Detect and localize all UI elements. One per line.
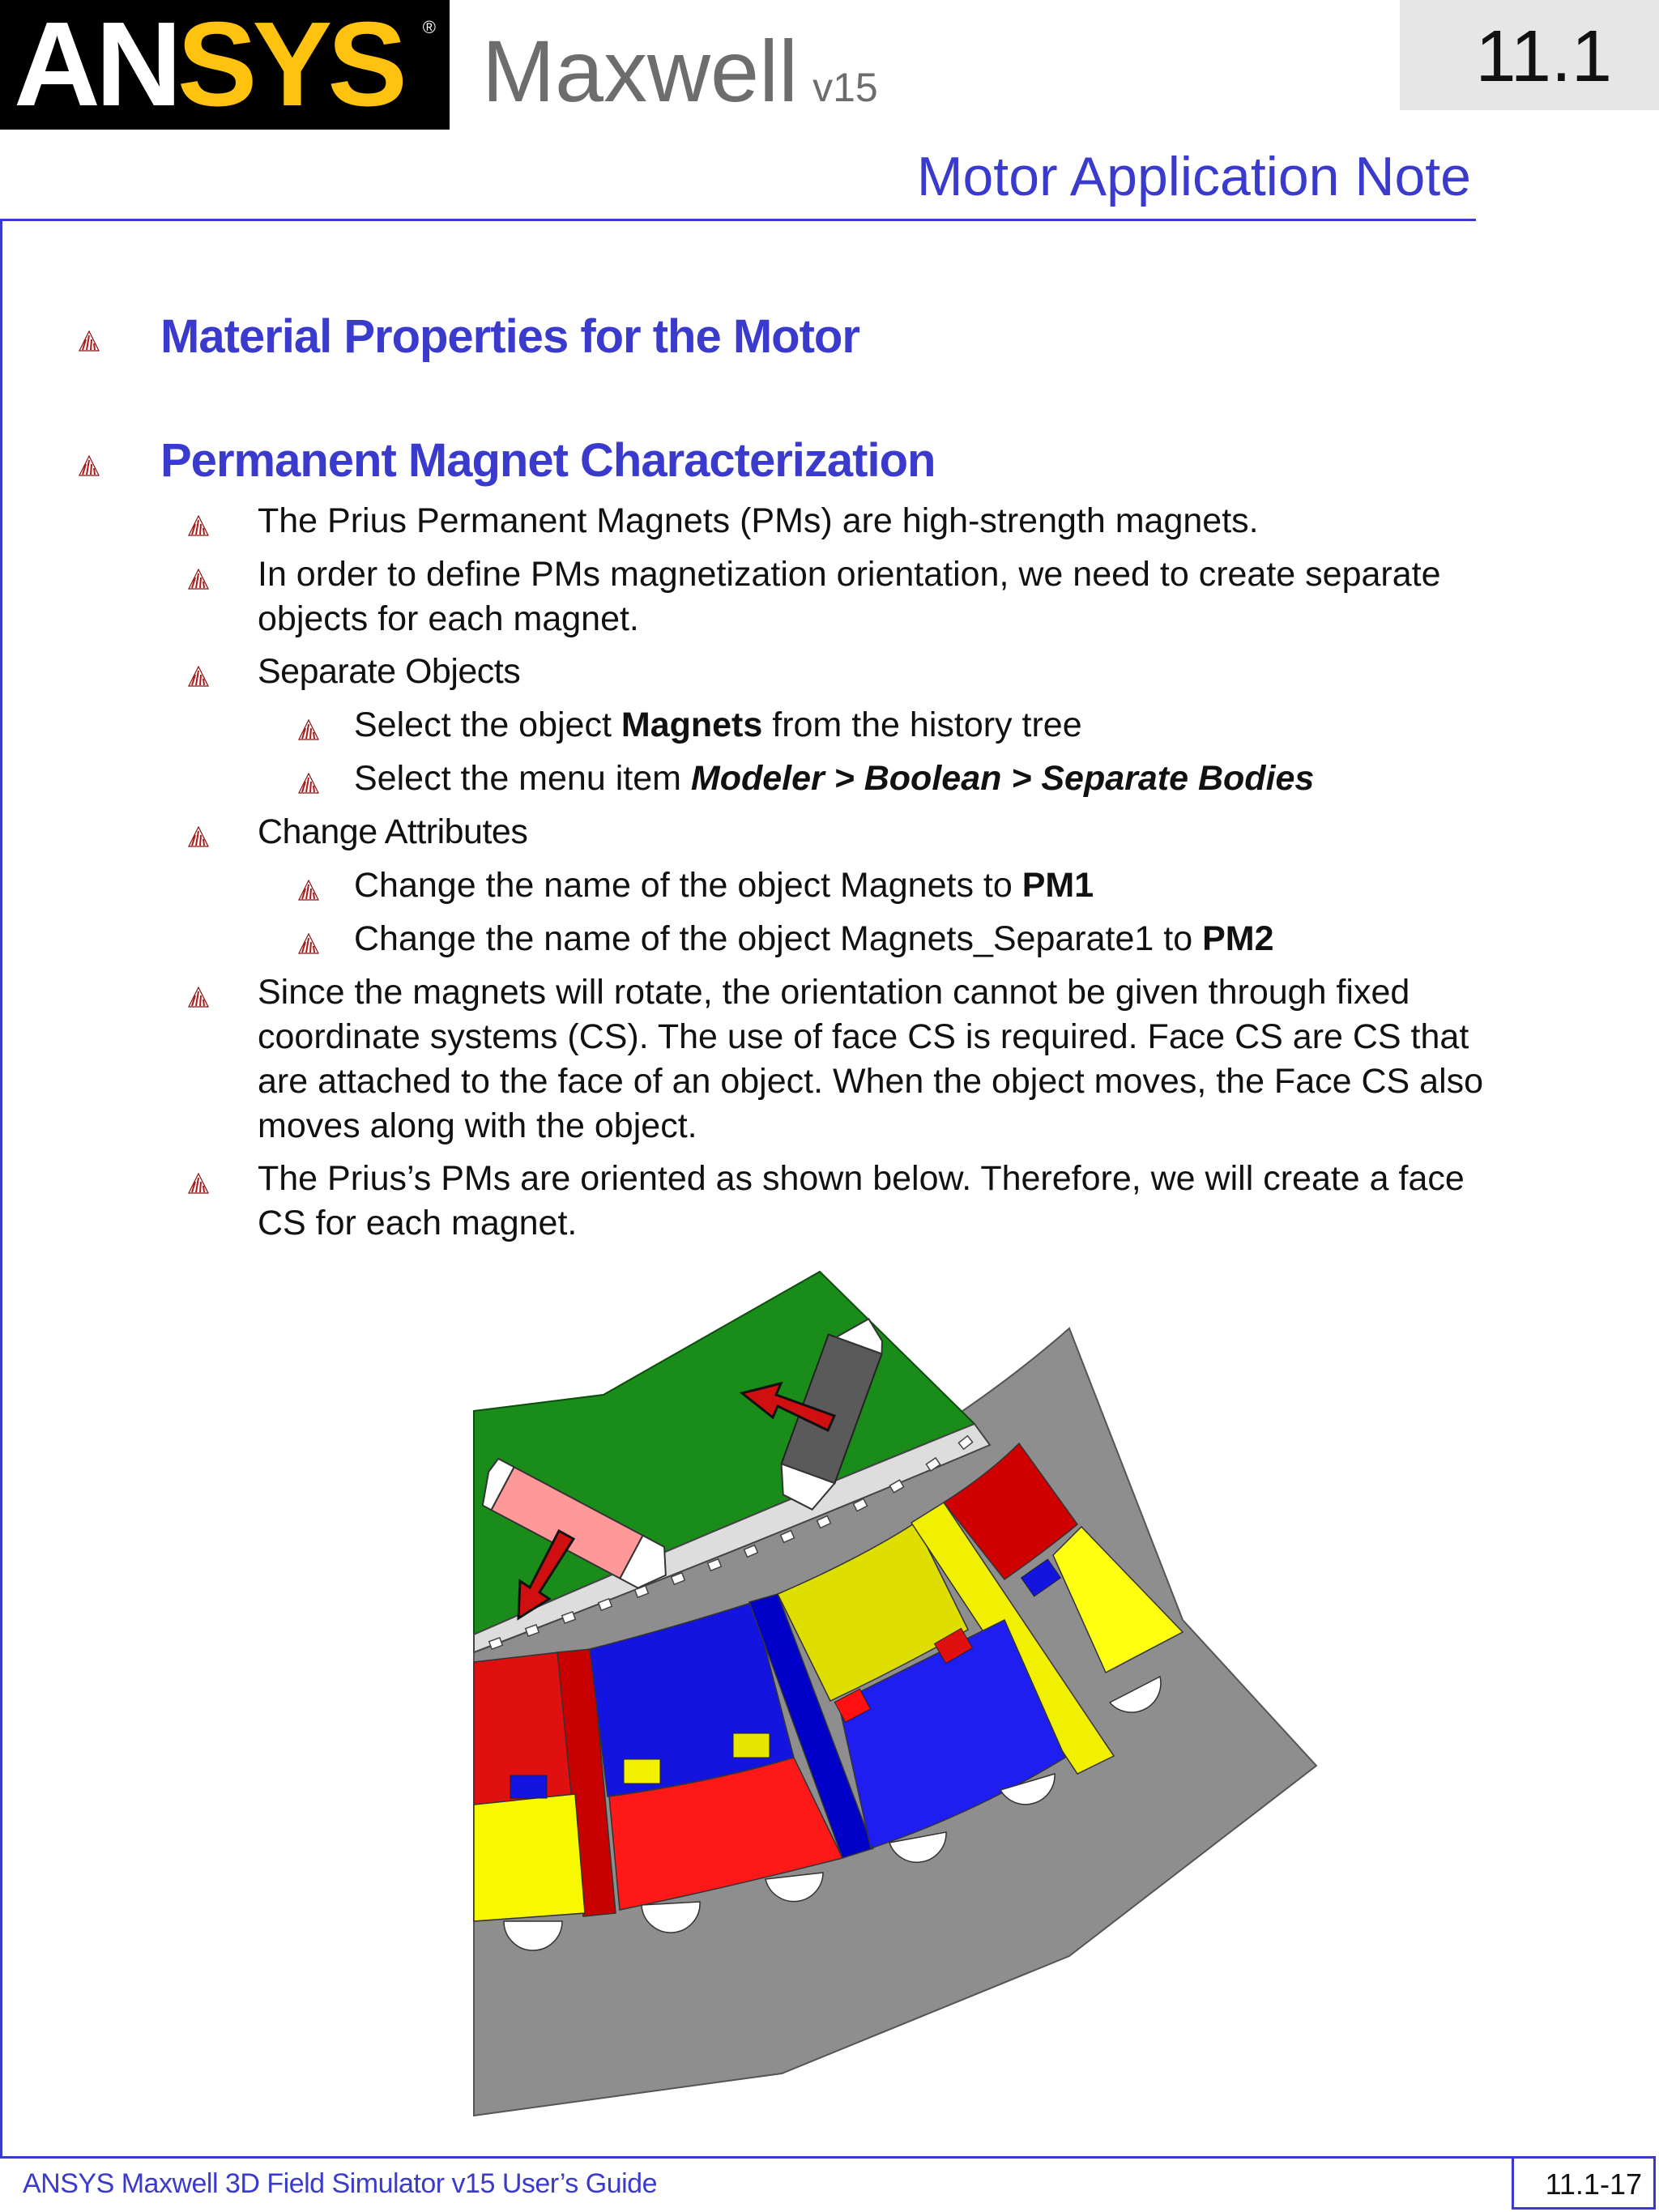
text-line: are attached to the face of an object. When the object moves, the Face CS also (258, 1062, 1484, 1101)
bullet-icon (188, 1173, 209, 1194)
bullet-icon (188, 569, 209, 590)
registered-mark: ® (422, 17, 436, 37)
page-subtitle: Motor Application Note (916, 146, 1471, 207)
left-rule (0, 219, 2, 2156)
product-name: Maxwell (482, 22, 799, 120)
bullet-icon (188, 826, 209, 847)
bullet-icon (188, 515, 209, 536)
section-number-box (1400, 0, 1659, 110)
bullet-icon (298, 719, 319, 740)
text-span: from the history tree (762, 705, 1082, 744)
text-span: Select the menu item (354, 759, 691, 798)
bullet-select-menu (354, 757, 1569, 801)
text-bold: PM2 (1202, 919, 1274, 958)
logo-sys: SYS (177, 0, 403, 131)
bullet-icon (298, 933, 319, 954)
bullet-icon (298, 773, 319, 794)
bullet-icon (298, 880, 319, 901)
text-span: Change the name of the object Magnets_Separate1 to (354, 919, 1203, 958)
heading-permanent-magnet: Permanent Magnet Characterization (160, 434, 936, 487)
bullet-icon (79, 455, 100, 476)
bullet-icon (188, 987, 209, 1008)
bullet-select-magnets (354, 703, 1569, 748)
text-line: Since the magnets will rotate, the orientation cannot be given through fixed (258, 973, 1410, 1012)
bullet-prius-orientation (258, 1157, 1570, 1246)
page-number-box (1512, 2156, 1656, 2210)
text-line: coordinate systems (CS). The use of face CS is required. Face CS are CS that (258, 1017, 1469, 1056)
bullet-rename-pm2 (354, 917, 1569, 961)
heading-material-properties: Material Properties for the Motor (160, 310, 859, 363)
bullet-change-attributes: Change Attributes (258, 812, 528, 851)
bullet-prius-pms: The Prius Permanent Magnets (PMs) are high-strength magnets. (258, 501, 1259, 540)
product-title (482, 23, 878, 136)
bullet-face-cs (258, 970, 1570, 1149)
logo-an: AN (14, 0, 177, 131)
text-bold: PM1 (1021, 866, 1094, 905)
text-line: In order to define PMs magnetization orientation, we need to create separate (258, 555, 1441, 594)
text-line: moves along with the object. (258, 1106, 697, 1145)
header-rule (0, 219, 1476, 221)
ansys-logo (0, 0, 450, 130)
text-line: objects for each magnet. (258, 599, 639, 638)
bullet-icon (188, 666, 209, 687)
text-span: Change the name of the object Magnets to (354, 866, 1022, 905)
text-span: Select the object (354, 705, 621, 744)
logo-text (14, 0, 403, 131)
text-line: CS for each magnet. (258, 1204, 578, 1242)
page-number: 11.1-17 (1545, 2167, 1642, 2201)
bullet-rename-pm1 (354, 863, 1569, 908)
product-version: v15 (812, 65, 878, 110)
motor-cross-section-figure (462, 1264, 1320, 2122)
text-bold: Magnets (621, 705, 763, 744)
bullet-icon (79, 330, 100, 352)
bullet-separate-objects: Separate Objects (258, 652, 521, 691)
section-number: 11.1 (1475, 16, 1612, 97)
footer-rule (0, 2156, 1512, 2159)
coil-yellow-left (474, 1794, 585, 1921)
bullet-define-orientation (258, 552, 1570, 641)
menu-path: Modeler > Boolean > Separate Bodies (690, 759, 1315, 798)
text-line: The Prius’s PMs are oriented as shown below. Therefore, we will create a face (258, 1159, 1465, 1198)
footer-guide-title: ANSYS Maxwell 3D Field Simulator v15 User’s Guide (23, 2168, 657, 2199)
